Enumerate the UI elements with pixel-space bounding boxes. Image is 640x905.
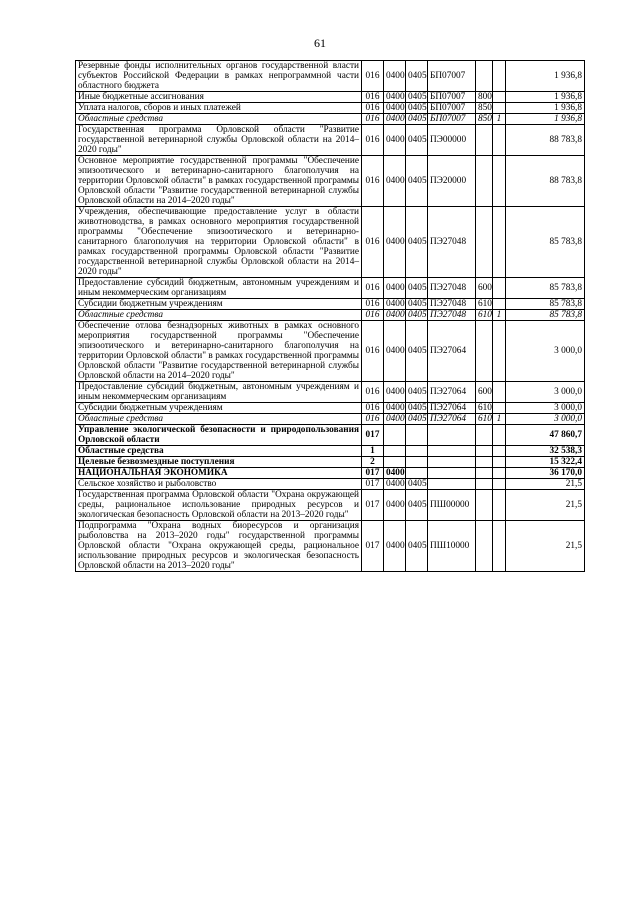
section-code: 0400 [384, 92, 406, 103]
section-code: 0400 [384, 61, 406, 92]
grbs-code: 016 [362, 403, 384, 414]
grbs-code: 016 [362, 382, 384, 403]
table-row [76, 521, 585, 572]
table-row [76, 425, 585, 446]
amount: 88 783,8 [506, 156, 585, 207]
subsection-code: 0405 [406, 114, 428, 125]
section-code: 0400 [384, 403, 406, 414]
amount: 3 000,0 [506, 403, 585, 414]
subsection-code: 0405 [406, 61, 428, 92]
grbs-code: 017 [362, 521, 384, 572]
budget-table [75, 60, 585, 572]
expense-type-code [476, 321, 493, 382]
funding-source-code [493, 425, 506, 446]
section-code: 0400 [384, 299, 406, 310]
funding-source-code [493, 490, 506, 521]
subsection-code: 0405 [406, 207, 428, 278]
amount: 32 538,3 [506, 446, 585, 457]
target-article-code: ПЭ27064 [428, 414, 476, 425]
funding-source-code: 1 [493, 114, 506, 125]
amount: 21,5 [506, 479, 585, 490]
expense-type-code [476, 490, 493, 521]
funding-source-code: 1 [493, 414, 506, 425]
grbs-code: 016 [362, 92, 384, 103]
funding-source-code [493, 299, 506, 310]
row-name: Учреждения, обеспечивающие предоставление услуг в области животноводства, в рамках основного мероприятия государственной программы "Обеспечение эпизоотического и ветеринарно-санитарного благополучия на территории Орловской области" в рамках государственной программы Орловской области "Развитие государственной ветеринарной службы Орловской области на 2014–2020 годы" [76, 207, 362, 278]
grbs-code: 016 [362, 299, 384, 310]
subsection-code [406, 468, 428, 479]
target-article-code: БП07007 [428, 61, 476, 92]
row-name: Целевые безвозмездные поступления [76, 457, 362, 468]
section-code: 0400 [384, 414, 406, 425]
expense-type-code: 600 [476, 278, 493, 299]
row-name: Областные средства [76, 414, 362, 425]
target-article-code: ПЭ27064 [428, 321, 476, 382]
expense-type-code: 600 [476, 382, 493, 403]
grbs-code: 017 [362, 468, 384, 479]
funding-source-code [493, 382, 506, 403]
grbs-code: 016 [362, 125, 384, 156]
expense-type-code [476, 521, 493, 572]
target-article-code: ПЭ00000 [428, 125, 476, 156]
target-article-code: ПЭ27048 [428, 310, 476, 321]
section-code: 0400 [384, 468, 406, 479]
funding-source-code [493, 207, 506, 278]
section-code: 0400 [384, 103, 406, 114]
expense-type-code [476, 479, 493, 490]
row-name: Резервные фонды исполнительных органов государственной власти субъектов Российской Федерации в рамках непрограммной части областного бюджета [76, 61, 362, 92]
funding-source-code [493, 457, 506, 468]
grbs-code: 016 [362, 310, 384, 321]
target-article-code [428, 468, 476, 479]
target-article-code: ПШ00000 [428, 490, 476, 521]
subsection-code: 0405 [406, 125, 428, 156]
row-name: Подпрограмма "Охрана водных биоресурсов и организация рыболовства на 2013–2020 годы" государственной программы Орловской области "Охрана окружающей среды, рациональное использование природных ресурсов и экологическая безопасность Орловской области на 2013–2020 годы" [76, 521, 362, 572]
section-code [384, 425, 406, 446]
target-article-code: ПЭ27064 [428, 382, 476, 403]
target-article-code [428, 479, 476, 490]
expense-type-code: 800 [476, 92, 493, 103]
funding-source-code [493, 156, 506, 207]
row-name: Уплата налогов, сборов и иных платежей [76, 103, 362, 114]
amount: 3 000,0 [506, 382, 585, 403]
subsection-code: 0405 [406, 310, 428, 321]
row-name: Государственная программа Орловской области "Развитие государственной ветеринарной службы Орловской области на 2014–2020 годы" [76, 125, 362, 156]
grbs-code: 016 [362, 321, 384, 382]
table-row [76, 61, 585, 92]
funding-source-code [493, 479, 506, 490]
funding-source-code [493, 61, 506, 92]
page-number: 61 [314, 36, 326, 50]
subsection-code: 0405 [406, 414, 428, 425]
table-row [76, 310, 585, 321]
subsection-code: 0405 [406, 278, 428, 299]
table-row [76, 490, 585, 521]
expense-type-code [476, 425, 493, 446]
section-code: 0400 [384, 278, 406, 299]
amount: 47 860,7 [506, 425, 585, 446]
grbs-code: 016 [362, 103, 384, 114]
row-name: Предоставление субсидий бюджетным, автономным учреждениям и иным некоммерческим организациям [76, 382, 362, 403]
amount: 21,5 [506, 490, 585, 521]
table-row [76, 382, 585, 403]
grbs-code: 016 [362, 61, 384, 92]
amount: 85 783,8 [506, 207, 585, 278]
amount: 3 000,0 [506, 414, 585, 425]
row-name: Обеспечение отлова безнадзорных животных в рамках основного мероприятия государственной программы "Обеспечение эпизоотического и ветеринарно-санитарного благополучия на территории Орловской области" в рамках государственной программы Орловской области "Развитие государственной ветеринарной службы Орловской области на 2014–2020 годы" [76, 321, 362, 382]
table-row [76, 457, 585, 468]
subsection-code: 0405 [406, 382, 428, 403]
expense-type-code [476, 156, 493, 207]
target-article-code: БП07007 [428, 92, 476, 103]
target-article-code: ПЭ27048 [428, 207, 476, 278]
subsection-code: 0405 [406, 479, 428, 490]
table-row [76, 114, 585, 125]
table-row [76, 468, 585, 479]
section-code: 0400 [384, 521, 406, 572]
amount: 15 322,4 [506, 457, 585, 468]
subsection-code: 0405 [406, 321, 428, 382]
target-article-code [428, 446, 476, 457]
table-body [76, 61, 585, 572]
row-name: Государственная программа Орловской области "Охрана окружающей среды, рациональное использование природных ресурсов и экологическая безопасность Орловской области на 2013–2020 годы" [76, 490, 362, 521]
expense-type-code: 610 [476, 414, 493, 425]
row-name: НАЦИОНАЛЬНАЯ ЭКОНОМИКА [76, 468, 362, 479]
row-name: Областные средства [76, 310, 362, 321]
subsection-code: 0405 [406, 156, 428, 207]
target-article-code [428, 425, 476, 446]
expense-type-code [476, 207, 493, 278]
grbs-code: 016 [362, 207, 384, 278]
subsection-code [406, 446, 428, 457]
table-row [76, 321, 585, 382]
expense-type-code [476, 61, 493, 92]
funding-source-code [493, 403, 506, 414]
amount: 1 936,8 [506, 61, 585, 92]
funding-source-code [493, 521, 506, 572]
funding-source-code [493, 321, 506, 382]
grbs-code: 017 [362, 425, 384, 446]
section-code: 0400 [384, 310, 406, 321]
target-article-code [428, 457, 476, 468]
funding-source-code [493, 468, 506, 479]
section-code: 0400 [384, 382, 406, 403]
expense-type-code: 610 [476, 299, 493, 310]
funding-source-code: 1 [493, 310, 506, 321]
table-row [76, 446, 585, 457]
expense-type-code [476, 446, 493, 457]
grbs-code: 017 [362, 479, 384, 490]
section-code [384, 446, 406, 457]
expense-type-code [476, 125, 493, 156]
section-code: 0400 [384, 321, 406, 382]
table-row [76, 414, 585, 425]
section-code: 0400 [384, 490, 406, 521]
amount: 88 783,8 [506, 125, 585, 156]
expense-type-code: 610 [476, 310, 493, 321]
section-code: 0400 [384, 207, 406, 278]
grbs-code: 016 [362, 156, 384, 207]
grbs-code: 016 [362, 278, 384, 299]
table-row [76, 103, 585, 114]
amount: 1 936,8 [506, 103, 585, 114]
amount: 36 170,0 [506, 468, 585, 479]
row-name: Сельское хозяйство и рыболовство [76, 479, 362, 490]
section-code: 0400 [384, 156, 406, 207]
target-article-code: ПЭ27048 [428, 299, 476, 310]
funding-source-code [493, 92, 506, 103]
row-name: Субсидии бюджетным учреждениям [76, 299, 362, 310]
funding-source-code [493, 103, 506, 114]
target-article-code: ПЭ20000 [428, 156, 476, 207]
subsection-code: 0405 [406, 490, 428, 521]
expense-type-code: 850 [476, 114, 493, 125]
expense-type-code: 610 [476, 403, 493, 414]
subsection-code: 0405 [406, 521, 428, 572]
target-article-code: ПШ10000 [428, 521, 476, 572]
amount: 85 783,8 [506, 299, 585, 310]
table-row [76, 207, 585, 278]
funding-source-code [493, 278, 506, 299]
subsection-code: 0405 [406, 403, 428, 414]
section-code: 0400 [384, 479, 406, 490]
funding-source-code [493, 446, 506, 457]
row-name: Предоставление субсидий бюджетным, автономным учреждениям и иным некоммерческим организациям [76, 278, 362, 299]
row-name: Субсидии бюджетным учреждениям [76, 403, 362, 414]
subsection-code: 0405 [406, 103, 428, 114]
target-article-code: БП07007 [428, 103, 476, 114]
amount: 85 783,8 [506, 310, 585, 321]
target-article-code: ПЭ27048 [428, 278, 476, 299]
row-name: Областные средства [76, 114, 362, 125]
grbs-code: 016 [362, 114, 384, 125]
row-name: Иные бюджетные ассигнования [76, 92, 362, 103]
section-code: 0400 [384, 125, 406, 156]
table-row [76, 299, 585, 310]
row-name: Областные средства [76, 446, 362, 457]
grbs-code: 016 [362, 414, 384, 425]
subsection-code [406, 457, 428, 468]
subsection-code: 0405 [406, 299, 428, 310]
amount: 1 936,8 [506, 92, 585, 103]
grbs-code: 017 [362, 490, 384, 521]
amount: 1 936,8 [506, 114, 585, 125]
amount: 3 000,0 [506, 321, 585, 382]
section-code [384, 457, 406, 468]
subsection-code: 0405 [406, 92, 428, 103]
grbs-code: 1 [362, 446, 384, 457]
row-name: Основное мероприятие государственной программы "Обеспечение эпизоотического и ветеринарно-санитарного благополучия на территории Орловской области" в рамках государственной программы Орловской области "Развитие государственной ветеринарной службы Орловской области на 2014–2020 годы" [76, 156, 362, 207]
grbs-code: 2 [362, 457, 384, 468]
table-row [76, 403, 585, 414]
amount: 85 783,8 [506, 278, 585, 299]
subsection-code [406, 425, 428, 446]
table-row [76, 479, 585, 490]
row-name: Управление экологической безопасности и природопользования Орловской области [76, 425, 362, 446]
table-row [76, 278, 585, 299]
expense-type-code: 850 [476, 103, 493, 114]
expense-type-code [476, 457, 493, 468]
table-row [76, 156, 585, 207]
table-row [76, 92, 585, 103]
table-row [76, 125, 585, 156]
expense-type-code [476, 468, 493, 479]
amount: 21,5 [506, 521, 585, 572]
target-article-code: БП07007 [428, 114, 476, 125]
target-article-code: ПЭ27064 [428, 403, 476, 414]
section-code: 0400 [384, 114, 406, 125]
funding-source-code [493, 125, 506, 156]
